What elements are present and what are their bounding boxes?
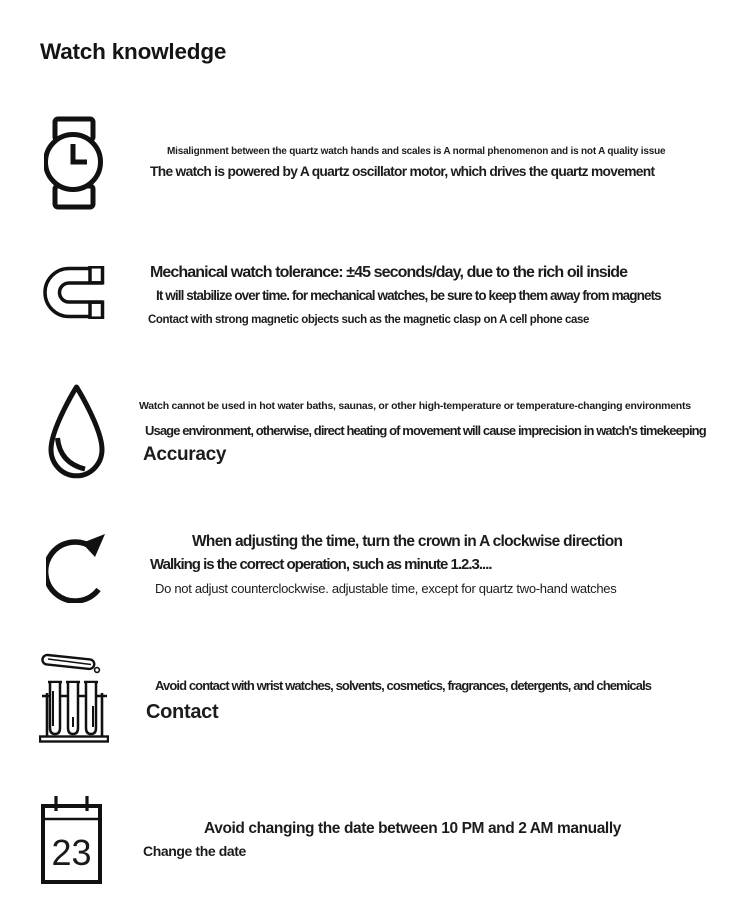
wristwatch-icon xyxy=(44,116,104,210)
avoid-chemicals-text: Avoid contact with wrist watches, solvents, cosmetics, fragrances, detergents, and chemicals xyxy=(155,678,652,693)
calendar-day-number: 23 xyxy=(51,832,92,873)
calendar-icon xyxy=(41,795,102,884)
usage-environment-text: Usage environment, otherwise, direct heating of movement will cause imprecision in watch's timekeeping xyxy=(145,423,706,438)
counterclockwise-note: Do not adjust counterclockwise. adjustable time, except for quartz two-hand watches xyxy=(155,581,617,596)
magnetic-objects-note: Contact with strong magnetic objects such as the magnetic clasp on A cell phone case xyxy=(148,314,589,326)
crown-clockwise-headline: When adjusting the time, turn the crown in A clockwise direction xyxy=(192,533,623,550)
quartz-movement-text: The watch is powered by A quartz oscillator motor, which drives the quartz movement xyxy=(150,164,655,179)
page-title: Watch knowledge xyxy=(40,39,227,64)
magnet-icon xyxy=(43,266,105,319)
magnet-warning-text: It will stabilize over time. for mechanical watches, be sure to keep them away from magnets xyxy=(156,288,661,303)
accuracy-heading: Accuracy xyxy=(143,444,227,465)
water-drop-icon xyxy=(44,383,109,481)
chemicals-icon xyxy=(39,651,109,743)
change-date-heading: Change the date xyxy=(143,843,246,859)
avoid-date-change-headline: Avoid changing the date between 10 PM and 2 AM manually xyxy=(204,820,621,837)
correct-operation-text: Walking is the correct operation, such as minute 1.2.3.... xyxy=(150,556,492,573)
mechanical-tolerance-headline: Mechanical watch tolerance: ±45 seconds/day, due to the rich oil inside xyxy=(150,264,628,281)
quartz-misalignment-note: Misalignment between the quartz watch hands and scales is A normal phenomenon and is not A quality issue xyxy=(167,146,666,157)
hot-water-warning-note: Watch cannot be used in hot water baths, saunas, or other high-temperature or temperature-changing environments xyxy=(139,400,691,412)
clockwise-arrow-icon xyxy=(46,528,107,603)
contact-heading: Contact xyxy=(146,701,219,723)
